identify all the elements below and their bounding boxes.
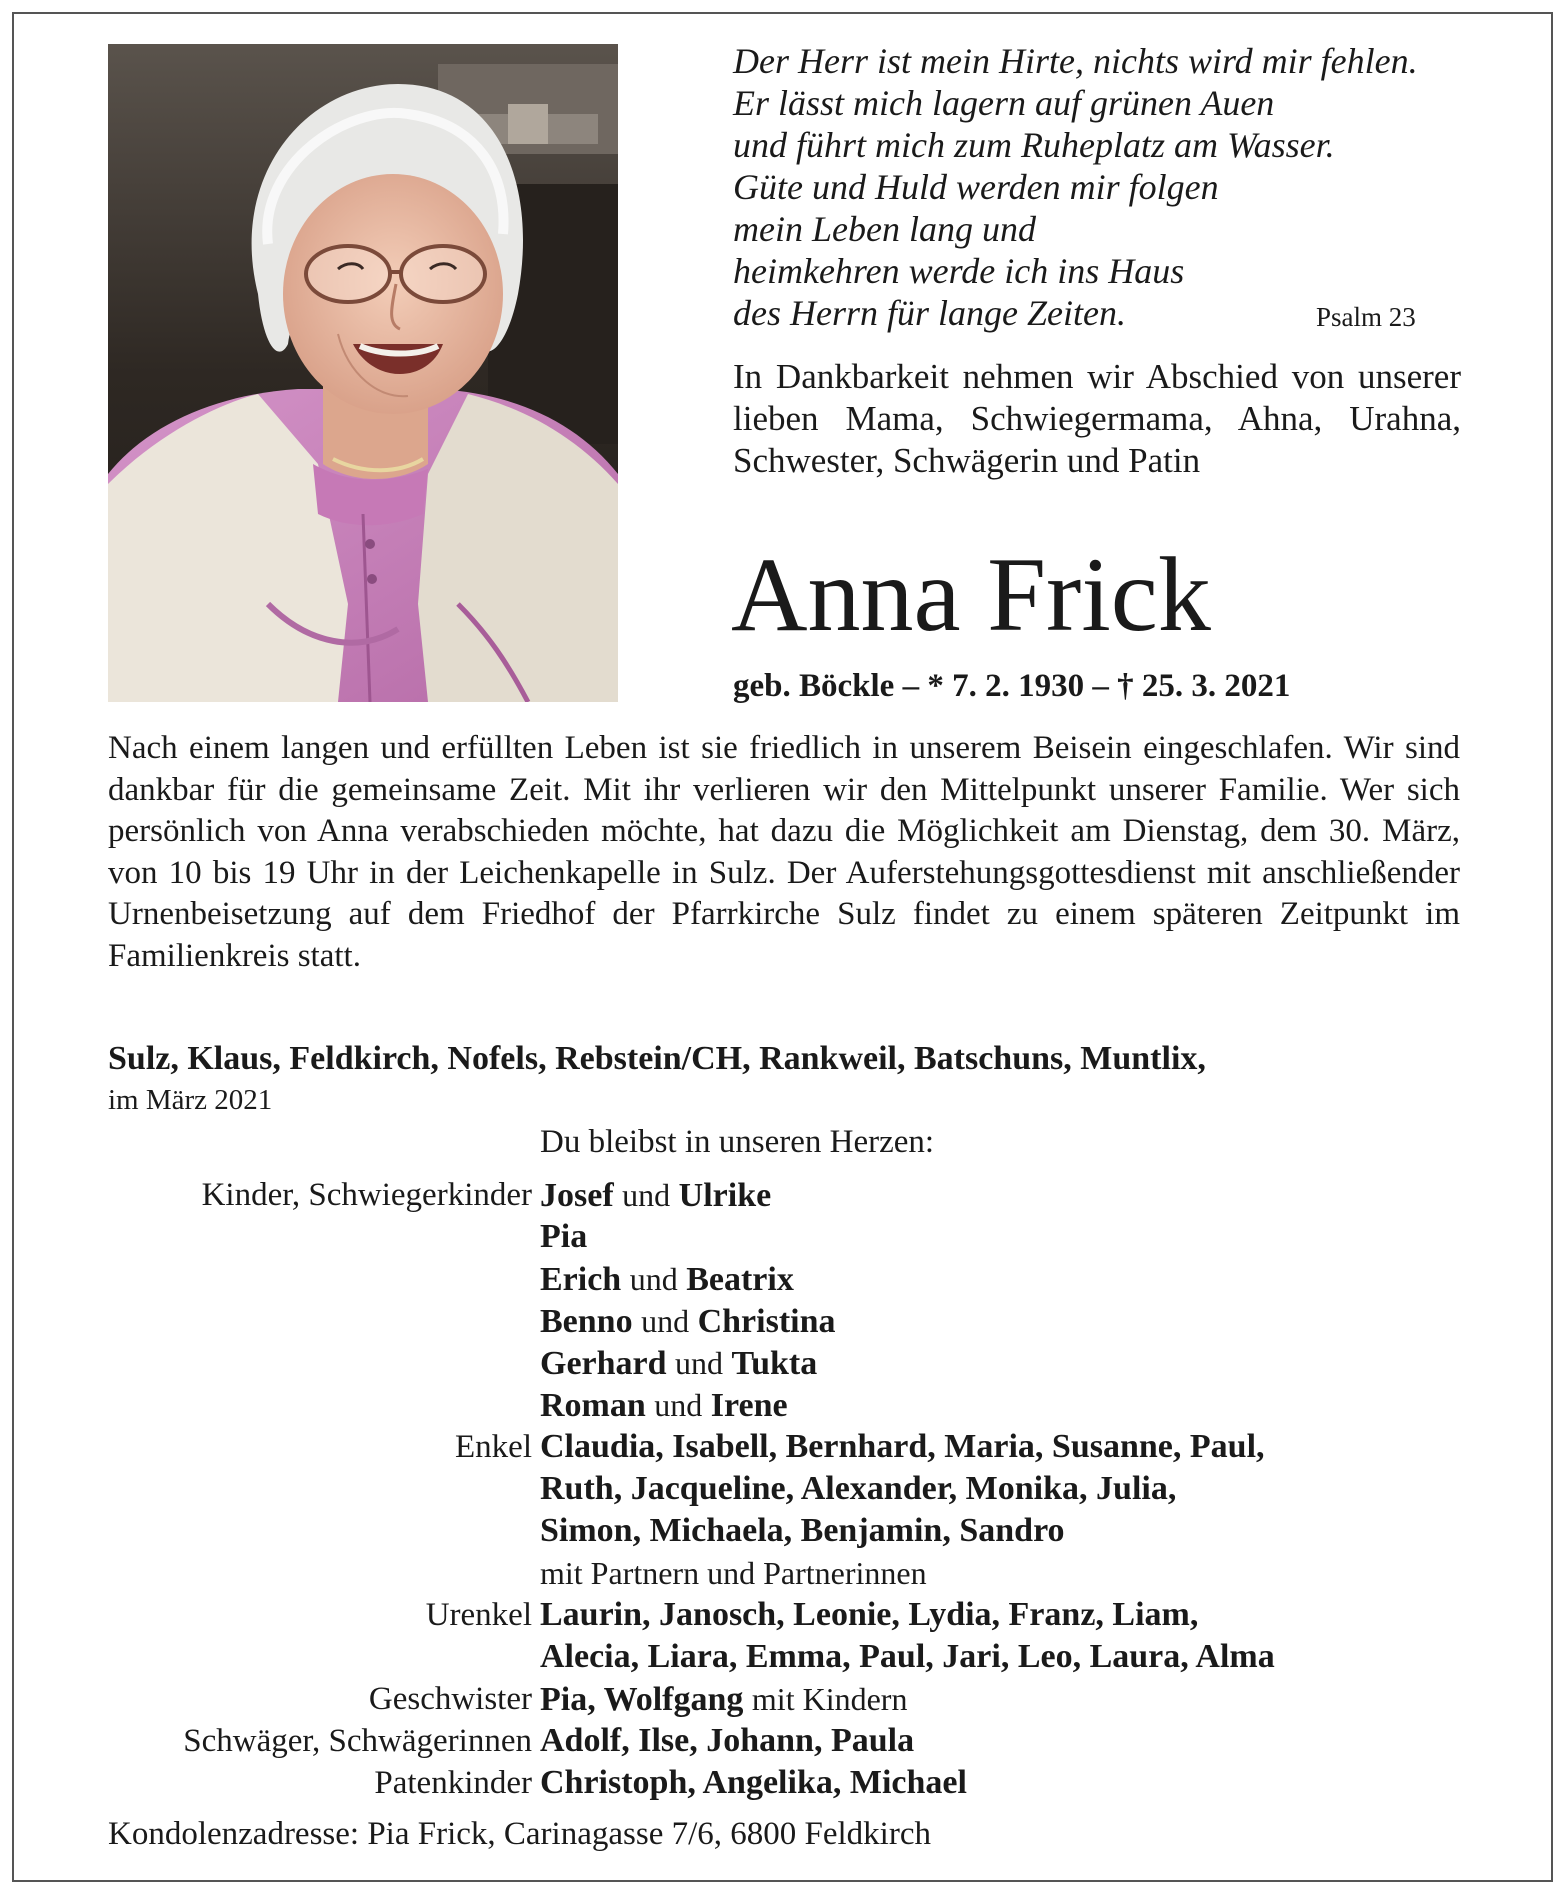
notice-date: im März 2021 [108, 1084, 273, 1116]
in-law-names: Adolf, Ilse, Johann, Paula [540, 1722, 915, 1759]
family-row [80, 1216, 1500, 1258]
psalm-line: Der Herr ist mein Hirte, nichts wird mir fehlen. [733, 41, 1418, 81]
portrait-illustration [108, 44, 618, 702]
family-label: Patenkinder [374, 1765, 532, 1801]
conjunction: und [654, 1387, 703, 1423]
spouse-name: Ulrike [678, 1177, 772, 1214]
psalm-reference: Psalm 23 [1316, 302, 1416, 332]
sibling-names: Pia, Wolfgang [540, 1681, 744, 1718]
family-names [540, 1174, 771, 1216]
spouse-name: Christina [697, 1303, 836, 1340]
grandchildren-names: Simon, Michaela, Benjamin, Sandro [540, 1512, 1065, 1549]
family-row [80, 1636, 1500, 1678]
family-row [80, 1384, 1500, 1426]
family-row [80, 1510, 1500, 1552]
great-grandchildren-names: Laurin, Janosch, Leonie, Lydia, Franz, Liam, [540, 1596, 1199, 1633]
great-grandchildren-names: Alecia, Liara, Emma, Paul, Jari, Leo, Laura, Alma [540, 1638, 1275, 1675]
obituary-text: Nach einem langen und erfüllten Leben ist sie friedlich in unserem Beisein eingeschlafen. Wir sind dankbar für die gemeinsame Zeit. Mit ihr verlieren wir den Mittelpunkt unserer Familie. Wer sich persönlich von Anna verabschieden möchte, hat dazu die Möglichkeit am Dienstag, dem 30. März, von 10 bis 19 Uhr in der Leichenkapelle in Sulz. Der Auferstehungsgottesdienst mit anschließender Urnenbeisetzung auf dem Friedhof der Pfarrkirche Sulz findet zu einem späteren Zeitpunkt im Familienkreis statt. [108, 730, 1460, 974]
family-row-geschwister [80, 1678, 1500, 1720]
psalm-line: des Herrn für lange Zeiten. [733, 293, 1126, 333]
child-name: Josef [540, 1177, 614, 1214]
grandchildren-names: Ruth, Jacqueline, Alexander, Monika, Julia, [540, 1470, 1177, 1507]
spouse-name: Beatrix [686, 1261, 794, 1298]
family-row-enkel [80, 1426, 1500, 1468]
conjunction: und [629, 1261, 678, 1297]
child-name: Erich [540, 1261, 622, 1298]
conjunction: und [622, 1177, 671, 1213]
child-name: Benno [540, 1303, 633, 1340]
family-label: Schwäger, Schwägerinnen [183, 1723, 532, 1759]
child-name: Pia [540, 1218, 588, 1255]
psalm-line: Güte und Huld werden mir folgen [733, 167, 1219, 207]
psalm-line: und führt mich zum Ruheplatz am Wasser. [733, 125, 1335, 165]
child-name: Roman [540, 1387, 646, 1424]
places-list: Sulz, Klaus, Feldkirch, Nofels, Rebstein/CH, Rankweil, Batschuns, Muntlix, [108, 1040, 1206, 1077]
family-row-schwaeger [80, 1720, 1500, 1762]
in-our-hearts-line: Du bleibst in unseren Herzen: [540, 1124, 935, 1160]
family-label: Urenkel [425, 1597, 532, 1633]
condolence-address: Kondolenzadresse: Pia Frick, Carinagasse 7/6, 6800 Feldkirch [108, 1816, 931, 1852]
grandchildren-note: mit Partnern und Partnerinnen [540, 1555, 927, 1591]
family-row-urenkel [80, 1594, 1500, 1636]
deceased-name: Anna Frick [731, 536, 1211, 653]
family-list [80, 1174, 1500, 1804]
sibling-note: mit Kindern [751, 1681, 908, 1717]
family-row [80, 1468, 1500, 1510]
family-label: Geschwister [368, 1681, 532, 1717]
family-label: Enkel [455, 1429, 532, 1465]
family-row-paten [80, 1762, 1500, 1804]
conjunction: und [641, 1303, 690, 1339]
spouse-name: Irene [710, 1387, 788, 1424]
grandchildren-names: Claudia, Isabell, Bernhard, Maria, Susanne, Paul, [540, 1428, 1265, 1465]
farewell-intro: In Dankbarkeit nehmen wir Abschied von unserer lieben Mama, Schwiegermama, Ahna, Urahna, Schwester, Schwägerin und Patin [733, 357, 1461, 480]
psalm-line: mein Leben lang und [733, 209, 1036, 249]
conjunction: und [675, 1345, 724, 1381]
psalm-quote [733, 40, 1453, 334]
family-label: Kinder, Schwiegerkinder [201, 1177, 532, 1213]
family-row [80, 1258, 1500, 1300]
psalm-line: heimkehren werde ich ins Haus [733, 251, 1185, 291]
family-row [80, 1300, 1500, 1342]
child-name: Gerhard [540, 1345, 667, 1382]
psalm-line: Er lässt mich lagern auf grünen Auen [733, 83, 1275, 123]
family-row [80, 1552, 1500, 1594]
family-row [80, 1342, 1500, 1384]
birth-death-dates: geb. Böckle – * 7. 2. 1930 – † 25. 3. 2021 [733, 668, 1291, 704]
godchildren-names: Christoph, Angelika, Michael [540, 1764, 967, 1801]
family-row-kinder [80, 1174, 1500, 1216]
spouse-name: Tukta [731, 1345, 818, 1382]
portrait-photo [108, 44, 618, 702]
